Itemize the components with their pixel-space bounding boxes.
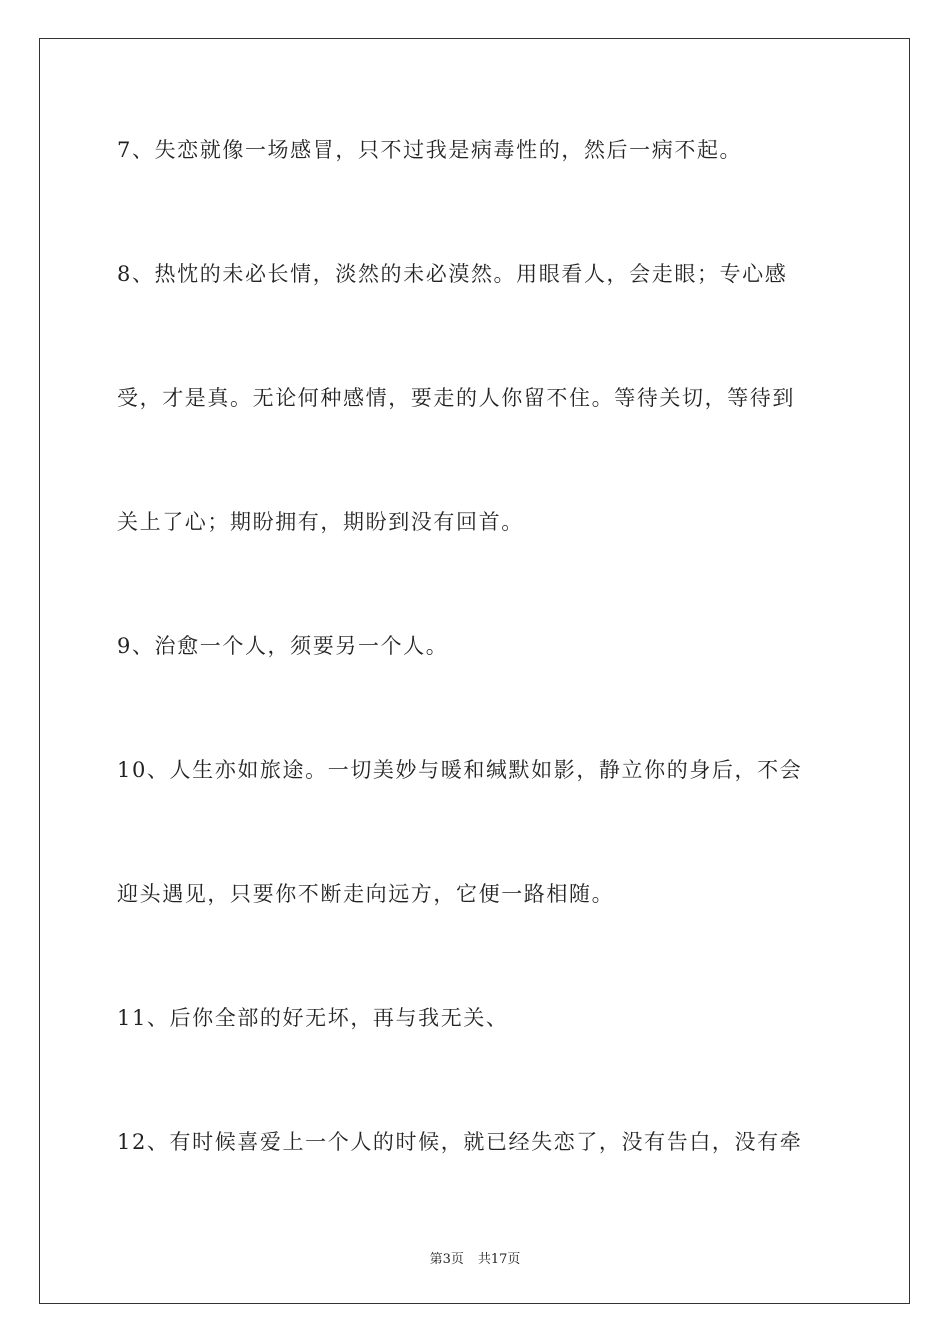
- page-footer: [0, 1248, 950, 1267]
- text-line: 7、失恋就像一场感冒，只不过我是病毒性的，然后一病不起。: [117, 138, 743, 162]
- text-line: 受，才是真。无论何种感情，要走的人你留不住。等待关切，等待到: [117, 386, 795, 410]
- text-line: 9、治愈一个人，须要另一个人。: [117, 634, 449, 658]
- text-line: 迎头遇见，只要你不断走向远方，它便一路相随。: [117, 882, 615, 906]
- text-line: 10、人生亦如旅途。一切美妙与暖和缄默如影，静立你的身后，不会: [117, 758, 803, 782]
- text-line: 12、有时候喜爱上一个人的时候，就已经失恋了，没有告白，没有牵: [117, 1130, 803, 1154]
- text-line: 8、热忱的未必长情，淡然的未必漠然。用眼看人，会走眼；专心感: [117, 262, 788, 286]
- text-line: 11、后你全部的好无坏，再与我无关、: [117, 1006, 509, 1030]
- page-border: [39, 38, 910, 1304]
- page-number: 第3页: [429, 1252, 464, 1267]
- page-total: 共17页: [477, 1252, 521, 1267]
- text-line: 关上了心；期盼拥有，期盼到没有回首。: [117, 510, 524, 534]
